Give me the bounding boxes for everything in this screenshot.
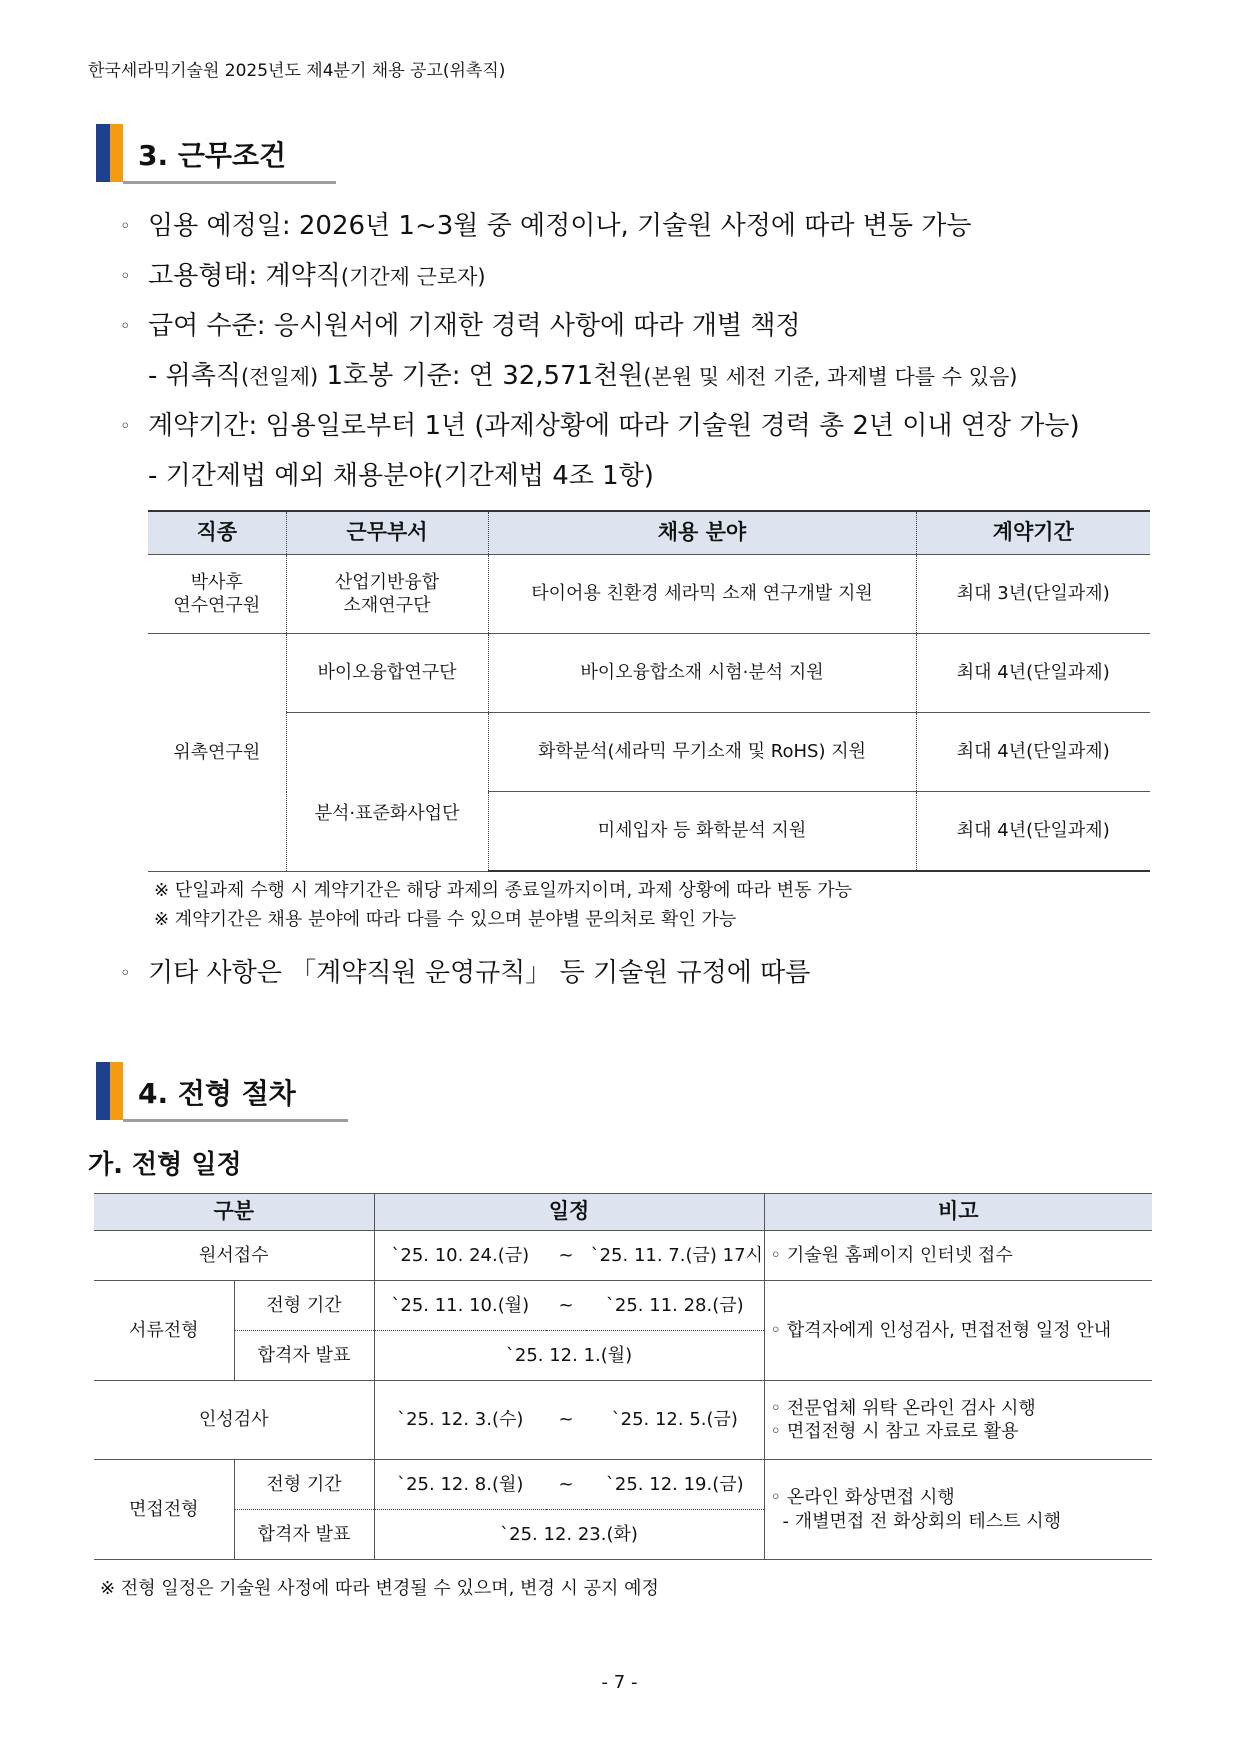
- title-bar-blue: [96, 124, 110, 182]
- period-cell: 최대 4년(단일과제): [916, 713, 1150, 792]
- field-cell: 화학분석(세라믹 무기소재 및 RoHS) 지원: [488, 713, 916, 792]
- start-date: `25. 11. 10.(월): [374, 1281, 546, 1331]
- remark-cell: ◦ 기술원 홈페이지 인터넷 접수: [764, 1231, 1152, 1281]
- section-3-title: 3. 근무조건: [96, 124, 336, 182]
- table-row: [148, 555, 1150, 634]
- bullet-icon: ◦: [120, 416, 131, 437]
- subcategory-cell: 전형 기간: [234, 1281, 374, 1331]
- line-appointment-date: ◦ 임용 예정일: 2026년 1~3월 중 예정이나, 기술원 사정에 따라 변동 가능: [120, 211, 972, 241]
- remark-cell: ◦ 전문업체 위탁 온라인 검사 시행 ◦ 면접전형 시 참고 자료로 활용: [764, 1381, 1152, 1460]
- col-header-category: 구분: [94, 1194, 374, 1231]
- tilde: ~: [546, 1281, 586, 1331]
- line-exception: - 기간제법 예외 채용분야(기간제법 4조 1항): [148, 461, 654, 491]
- schedule-note: ※ 전형 일정은 기술원 사정에 따라 변경될 수 있으며, 변경 시 공지 예정: [100, 1578, 659, 1599]
- line-other: ◦ 기타 사항은 「계약직원 운영규칙」 등 기술원 규정에 따름: [120, 958, 811, 988]
- period-cell: 최대 4년(단일과제): [916, 792, 1150, 872]
- announce-date: `25. 12. 23.(화): [374, 1510, 764, 1560]
- line-employment-type: ◦ 고용형태: 계약직(기간제 근로자): [120, 261, 486, 291]
- end-date: `25. 11. 7.(금) 17시: [586, 1231, 764, 1281]
- announce-date: `25. 12. 1.(월): [374, 1331, 764, 1381]
- subcategory-cell: 합격자 발표: [234, 1510, 374, 1560]
- field-cell: 타이어용 친환경 세라믹 소재 연구개발 지원: [488, 555, 916, 634]
- category-cell: 원서접수: [94, 1231, 374, 1281]
- tilde: ~: [546, 1381, 586, 1460]
- table-note-2: ※ 계약기간은 채용 분야에 따라 다를 수 있으며 분야별 문의처로 확인 가능: [154, 909, 737, 930]
- col-header-field: 채용 분야: [488, 511, 916, 555]
- tilde: ~: [546, 1460, 586, 1510]
- category-cell: 인성검사: [94, 1381, 374, 1460]
- table-note-1: ※ 단일과제 수행 시 계약기간은 해당 과제의 종료일까지이며, 과제 상황에 따라 변동 가능: [154, 880, 853, 901]
- job-cell: 위촉연구원: [148, 634, 286, 872]
- title-bar-blue: [96, 1062, 110, 1120]
- col-header-dept: 근무부서: [286, 511, 488, 555]
- field-cell: 미세입자 등 화학분석 지원: [488, 792, 916, 872]
- remark-cell: ◦ 합격자에게 인성검사, 면접전형 일정 안내: [764, 1281, 1152, 1381]
- dept-cell: 분석·표준화사업단: [286, 713, 488, 872]
- title-bar-orange: [110, 124, 123, 182]
- subcategory-cell: 합격자 발표: [234, 1331, 374, 1381]
- schedule-table: [94, 1193, 1152, 1560]
- table-row: [94, 1381, 1152, 1460]
- col-header-job: 직종: [148, 511, 286, 555]
- remark-cell: ◦ 온라인 화상면접 시행 - 개별면접 전 화상회의 테스트 시행: [764, 1460, 1152, 1560]
- table-row: [94, 1460, 1152, 1510]
- col-header-period: 계약기간: [916, 511, 1150, 555]
- dept-cell: 바이오융합연구단: [286, 634, 488, 713]
- col-header-schedule: 일정: [374, 1194, 764, 1231]
- page-number: - 7 -: [601, 1672, 638, 1693]
- subcategory-cell: 전형 기간: [234, 1460, 374, 1510]
- dept-cell: 산업기반융합 소재연구단: [286, 555, 488, 634]
- line-salary-detail: - 위촉직(전일제) 1호봉 기준: 연 32,571천원(본원 및 세전 기준, 과제별 다를 수 있음): [148, 361, 1018, 391]
- category-cell: 서류전형: [94, 1281, 234, 1381]
- tilde: ~: [546, 1231, 586, 1281]
- bullet-icon: ◦: [120, 216, 131, 237]
- table-row: [148, 713, 1150, 792]
- title-bar-orange: [110, 1062, 123, 1120]
- col-header-remarks: 비고: [764, 1194, 1152, 1231]
- category-cell: 면접전형: [94, 1460, 234, 1560]
- section-4-title: 4. 전형 절차: [96, 1062, 356, 1120]
- bullet-icon: ◦: [120, 963, 131, 984]
- table-row: [94, 1281, 1152, 1331]
- period-cell: 최대 4년(단일과제): [916, 634, 1150, 713]
- field-cell: 바이오융합소재 시험·분석 지원: [488, 634, 916, 713]
- table-row: [94, 1231, 1152, 1281]
- line-contract-period: ◦ 계약기간: 임용일로부터 1년 (과제상황에 따라 기술원 경력 총 2년 이내 연장 가능): [120, 411, 1080, 441]
- start-date: `25. 10. 24.(금): [374, 1231, 546, 1281]
- document-header: 한국세라믹기술원 2025년도 제4분기 채용 공고(위촉직): [88, 61, 506, 81]
- period-cell: 최대 3년(단일과제): [916, 555, 1150, 634]
- table-row: [148, 634, 1150, 713]
- work-conditions-table: [148, 510, 1150, 872]
- start-date: `25. 12. 3.(수): [374, 1381, 546, 1460]
- bullet-icon: ◦: [120, 316, 131, 337]
- job-cell: 박사후 연수연구원: [148, 555, 286, 634]
- end-date: `25. 12. 19.(금): [586, 1460, 764, 1510]
- start-date: `25. 12. 8.(월): [374, 1460, 546, 1510]
- schedule-subtitle: 가. 전형 일정: [88, 1150, 242, 1180]
- end-date: `25. 11. 28.(금): [586, 1281, 764, 1331]
- title-underline: [123, 181, 336, 184]
- title-underline: [123, 1119, 348, 1122]
- end-date: `25. 12. 5.(금): [586, 1381, 764, 1460]
- bullet-icon: ◦: [120, 266, 131, 287]
- line-salary: ◦ 급여 수준: 응시원서에 기재한 경력 사항에 따라 개별 책정: [120, 311, 801, 341]
